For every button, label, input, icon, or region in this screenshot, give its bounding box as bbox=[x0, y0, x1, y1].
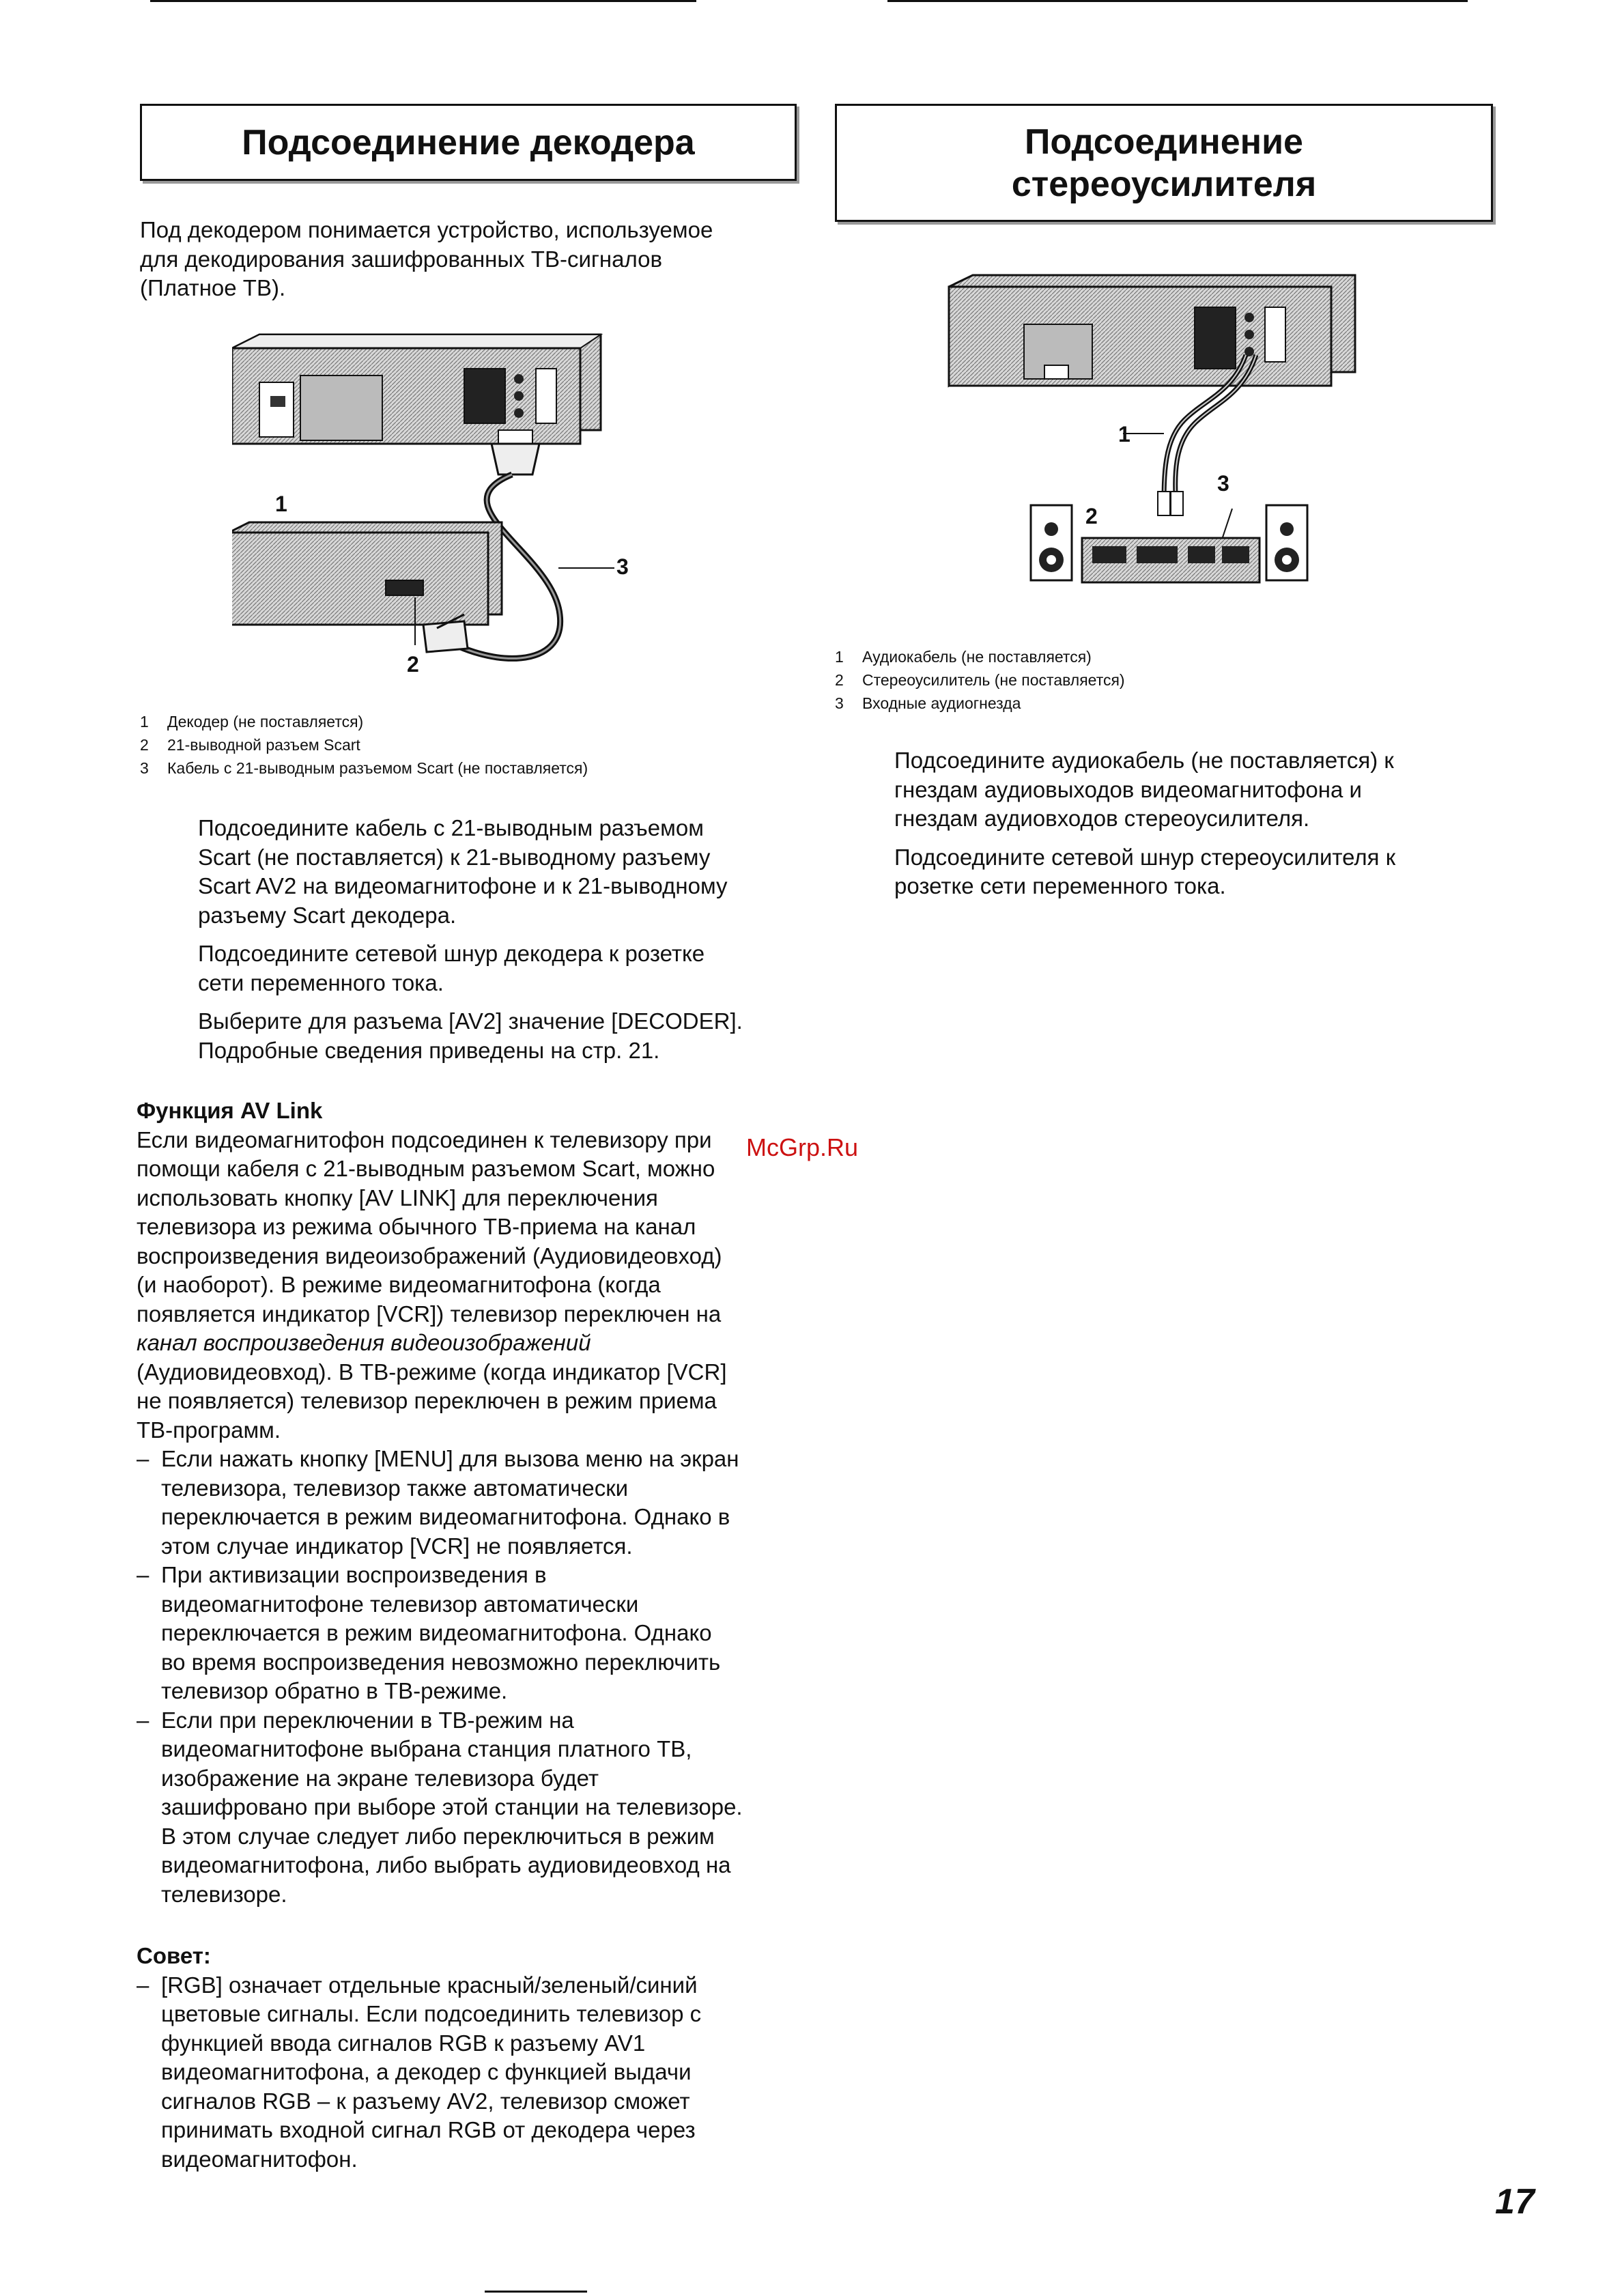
instruction-step bbox=[894, 746, 1495, 834]
vcr-illustration bbox=[949, 275, 1355, 386]
text-line: изображение на экране телевизора будет bbox=[161, 1765, 599, 1791]
text-line: Scart (не поставляется) к 21-выводному разъему bbox=[198, 844, 711, 870]
legend-number: 2 bbox=[835, 671, 844, 689]
text-line: этом случае индикатор [VCR] не появляется. bbox=[161, 1533, 633, 1559]
legend-text: Стереоусилитель (не поставляется) bbox=[862, 671, 1125, 689]
text-line: функцией ввода сигналов RGB к разъему AV1 bbox=[161, 2030, 646, 2056]
text-line: (Аудиовидеовход). В ТВ-режиме (когда индикатор [VCR] bbox=[137, 1359, 727, 1385]
legend-number: 3 bbox=[835, 694, 844, 712]
intro-line: Под декодером понимается устройство, используемое bbox=[140, 217, 713, 242]
text-line: принимать входной сигнал RGB от декодера через bbox=[161, 2117, 696, 2142]
text-line: телевизора из режима обычного ТВ-приема на канал bbox=[137, 1214, 696, 1239]
av-link-bullet bbox=[137, 1561, 806, 1706]
text-line: Подробные сведения приведены на стр. 21. bbox=[198, 1037, 660, 1063]
text-line: во время воспроизведения невозможно переключить bbox=[161, 1649, 721, 1675]
legend-item bbox=[835, 668, 1490, 692]
instruction-step bbox=[198, 939, 799, 997]
text-line: (и наоборот). В режиме видеомагнитофона (когда bbox=[137, 1272, 661, 1297]
intro-line: для декодирования зашифрованных ТВ-сигналов bbox=[140, 246, 663, 272]
text-line: телевизоре. bbox=[161, 1881, 287, 1907]
bullet-dash: – bbox=[137, 1446, 150, 1471]
amplifier-title-line-1: Подсоединение bbox=[1025, 122, 1303, 162]
text-line: Если при переключении в ТВ-режим на bbox=[161, 1707, 574, 1733]
decoder-legend bbox=[140, 710, 795, 780]
av-link-section bbox=[137, 1096, 806, 1909]
top-rule-left bbox=[150, 0, 696, 2]
instruction-step bbox=[198, 814, 799, 930]
text-line: В этом случае следует либо переключиться в режим bbox=[161, 1823, 715, 1849]
stereo-amplifier-illustration bbox=[1031, 505, 1307, 582]
amplifier-instructions bbox=[894, 746, 1495, 911]
text-line: При активизации воспроизведения в bbox=[161, 1562, 547, 1587]
text-line: цветовые сигналы. Если подсоединить телевизор с bbox=[161, 2001, 702, 2026]
tip-bullet bbox=[137, 1971, 806, 2174]
text-line: сигналов RGB – к разъему AV2, телевизор сможет bbox=[161, 2088, 690, 2114]
amplifier-title-box bbox=[835, 104, 1493, 222]
text-line: сети переменного тока. bbox=[198, 969, 444, 995]
legend-number: 1 bbox=[140, 713, 149, 731]
text-line: видеомагнитофон. bbox=[161, 2146, 358, 2172]
decoder-title: Подсоединение декодера bbox=[242, 122, 695, 162]
decoder-connection-diagram bbox=[232, 328, 669, 690]
av-link-bullet bbox=[137, 1706, 806, 1910]
legend-item bbox=[140, 710, 795, 733]
text-line: видеомагнитофоне телевизор автоматически bbox=[161, 1591, 639, 1617]
text-line: зашифровано при выборе этой станции на телевизоре. bbox=[161, 1794, 743, 1819]
amplifier-callout-2: 2 bbox=[1085, 504, 1098, 528]
intro-line: (Платное ТВ). bbox=[140, 275, 286, 300]
legend-text: 21-выводной разъем Scart bbox=[167, 736, 360, 754]
text-line: Если видеомагнитофон подсоединен к телевизору при bbox=[137, 1126, 712, 1152]
bullet-dash: – bbox=[137, 1562, 150, 1587]
text-line: гнездам аудиовыходов видеомагнитофона и bbox=[894, 776, 1362, 802]
bottom-rule bbox=[485, 2291, 587, 2293]
decoder-title-box bbox=[140, 104, 797, 181]
legend-item bbox=[140, 733, 795, 756]
instruction-step bbox=[894, 843, 1495, 901]
text-line: Подсоедините сетевой шнур декодера к розетке bbox=[198, 941, 705, 966]
legend-number: 3 bbox=[140, 759, 149, 777]
text-line: Выберите для разъема [AV2] значение [DECODER]. bbox=[198, 1008, 743, 1034]
text-line: использовать кнопку [AV LINK] для переключения bbox=[137, 1185, 658, 1210]
amplifier-callout-1: 1 bbox=[1118, 422, 1130, 447]
av-link-heading: Функция AV Link bbox=[137, 1098, 323, 1123]
legend-text: Аудиокабель (не поставляется) bbox=[862, 648, 1092, 666]
text-line: Подсоедините аудиокабель (не поставляется) к bbox=[894, 748, 1394, 773]
decoder-illustration bbox=[232, 522, 502, 625]
legend-text: Входные аудиогнезда bbox=[862, 694, 1021, 712]
page-number: 17 bbox=[1495, 2182, 1535, 2222]
text-line: разъему Scart декодера. bbox=[198, 902, 457, 928]
decoder-callout-3: 3 bbox=[616, 554, 629, 579]
text-line: Подсоедините сетевой шнур стереоусилителя к bbox=[894, 844, 1396, 870]
instruction-step bbox=[198, 1007, 799, 1065]
legend-number: 1 bbox=[835, 648, 844, 666]
decoder-callout-2: 2 bbox=[407, 652, 419, 677]
text-line: воспроизведения видеоизображений (Аудиовидеовход) bbox=[137, 1243, 722, 1269]
legend-item bbox=[835, 645, 1490, 668]
legend-text: Кабель с 21-выводным разъемом Scart (не поставляется) bbox=[167, 759, 588, 777]
text-line: ТВ-программ. bbox=[137, 1417, 281, 1443]
watermark: McGrp.Ru bbox=[746, 1133, 859, 1161]
text-line: помощи кабеля с 21-выводным разъемом Scart, можно bbox=[137, 1156, 715, 1181]
legend-text: Декодер (не поставляется) bbox=[167, 713, 364, 731]
text-line: телевизора, телевизор также автоматически bbox=[161, 1475, 629, 1501]
decoder-intro bbox=[140, 216, 795, 303]
text-line: [RGB] означает отдельные красный/зеленый/синий bbox=[161, 1972, 698, 1998]
amplifier-title-line-2: стереоусилителя bbox=[1011, 164, 1317, 204]
legend-item bbox=[140, 756, 795, 780]
amplifier-connection-diagram bbox=[945, 270, 1369, 597]
legend-item bbox=[835, 692, 1490, 715]
amplifier-legend bbox=[835, 645, 1490, 715]
decoder-instructions bbox=[198, 814, 799, 1075]
amplifier-callout-3: 3 bbox=[1217, 471, 1229, 496]
text-line: переключается в режим видеомагнитофона. Однако bbox=[161, 1620, 712, 1645]
text-line: телевизор обратно в ТВ-режиме. bbox=[161, 1678, 508, 1703]
vcr-illustration bbox=[232, 335, 601, 444]
top-rule-right bbox=[887, 0, 1468, 2]
text-line: Scart AV2 на видеомагнитофоне и к 21-выводному bbox=[198, 873, 728, 898]
text-line: переключается в режим видеомагнитофона. Однако в bbox=[161, 1504, 730, 1529]
text-line: видеомагнитофоне выбрана станция платного ТВ, bbox=[161, 1736, 692, 1761]
decoder-callout-1: 1 bbox=[275, 492, 287, 516]
text-line: видеомагнитофона, а декодер с функцией выдачи bbox=[161, 2059, 692, 2084]
legend-number: 2 bbox=[140, 736, 149, 754]
text-line: розетке сети переменного тока. bbox=[894, 873, 1226, 898]
bullet-dash: – bbox=[137, 1972, 150, 1998]
bullet-dash: – bbox=[137, 1707, 150, 1733]
text-line: Если нажать кнопку [MENU] для вызова меню на экран bbox=[161, 1446, 739, 1471]
text-line: появляется индикатор [VCR]) телевизор переключен на bbox=[137, 1301, 722, 1327]
tip-heading: Совет: bbox=[137, 1943, 211, 1968]
text-line: видеомагнитофона, либо выбрать аудиовидеовход на bbox=[161, 1852, 731, 1877]
text-line: Подсоедините кабель с 21-выводным разъемом bbox=[198, 815, 704, 840]
tip-section bbox=[137, 1942, 806, 2174]
text-line: гнездам аудиовходов стереоусилителя. bbox=[894, 806, 1310, 831]
text-line: не появляется) телевизор переключен в режим приема bbox=[137, 1388, 717, 1413]
text-line-italic: канал воспроизведения видеоизображений bbox=[137, 1330, 591, 1355]
av-link-bullet bbox=[137, 1445, 806, 1561]
